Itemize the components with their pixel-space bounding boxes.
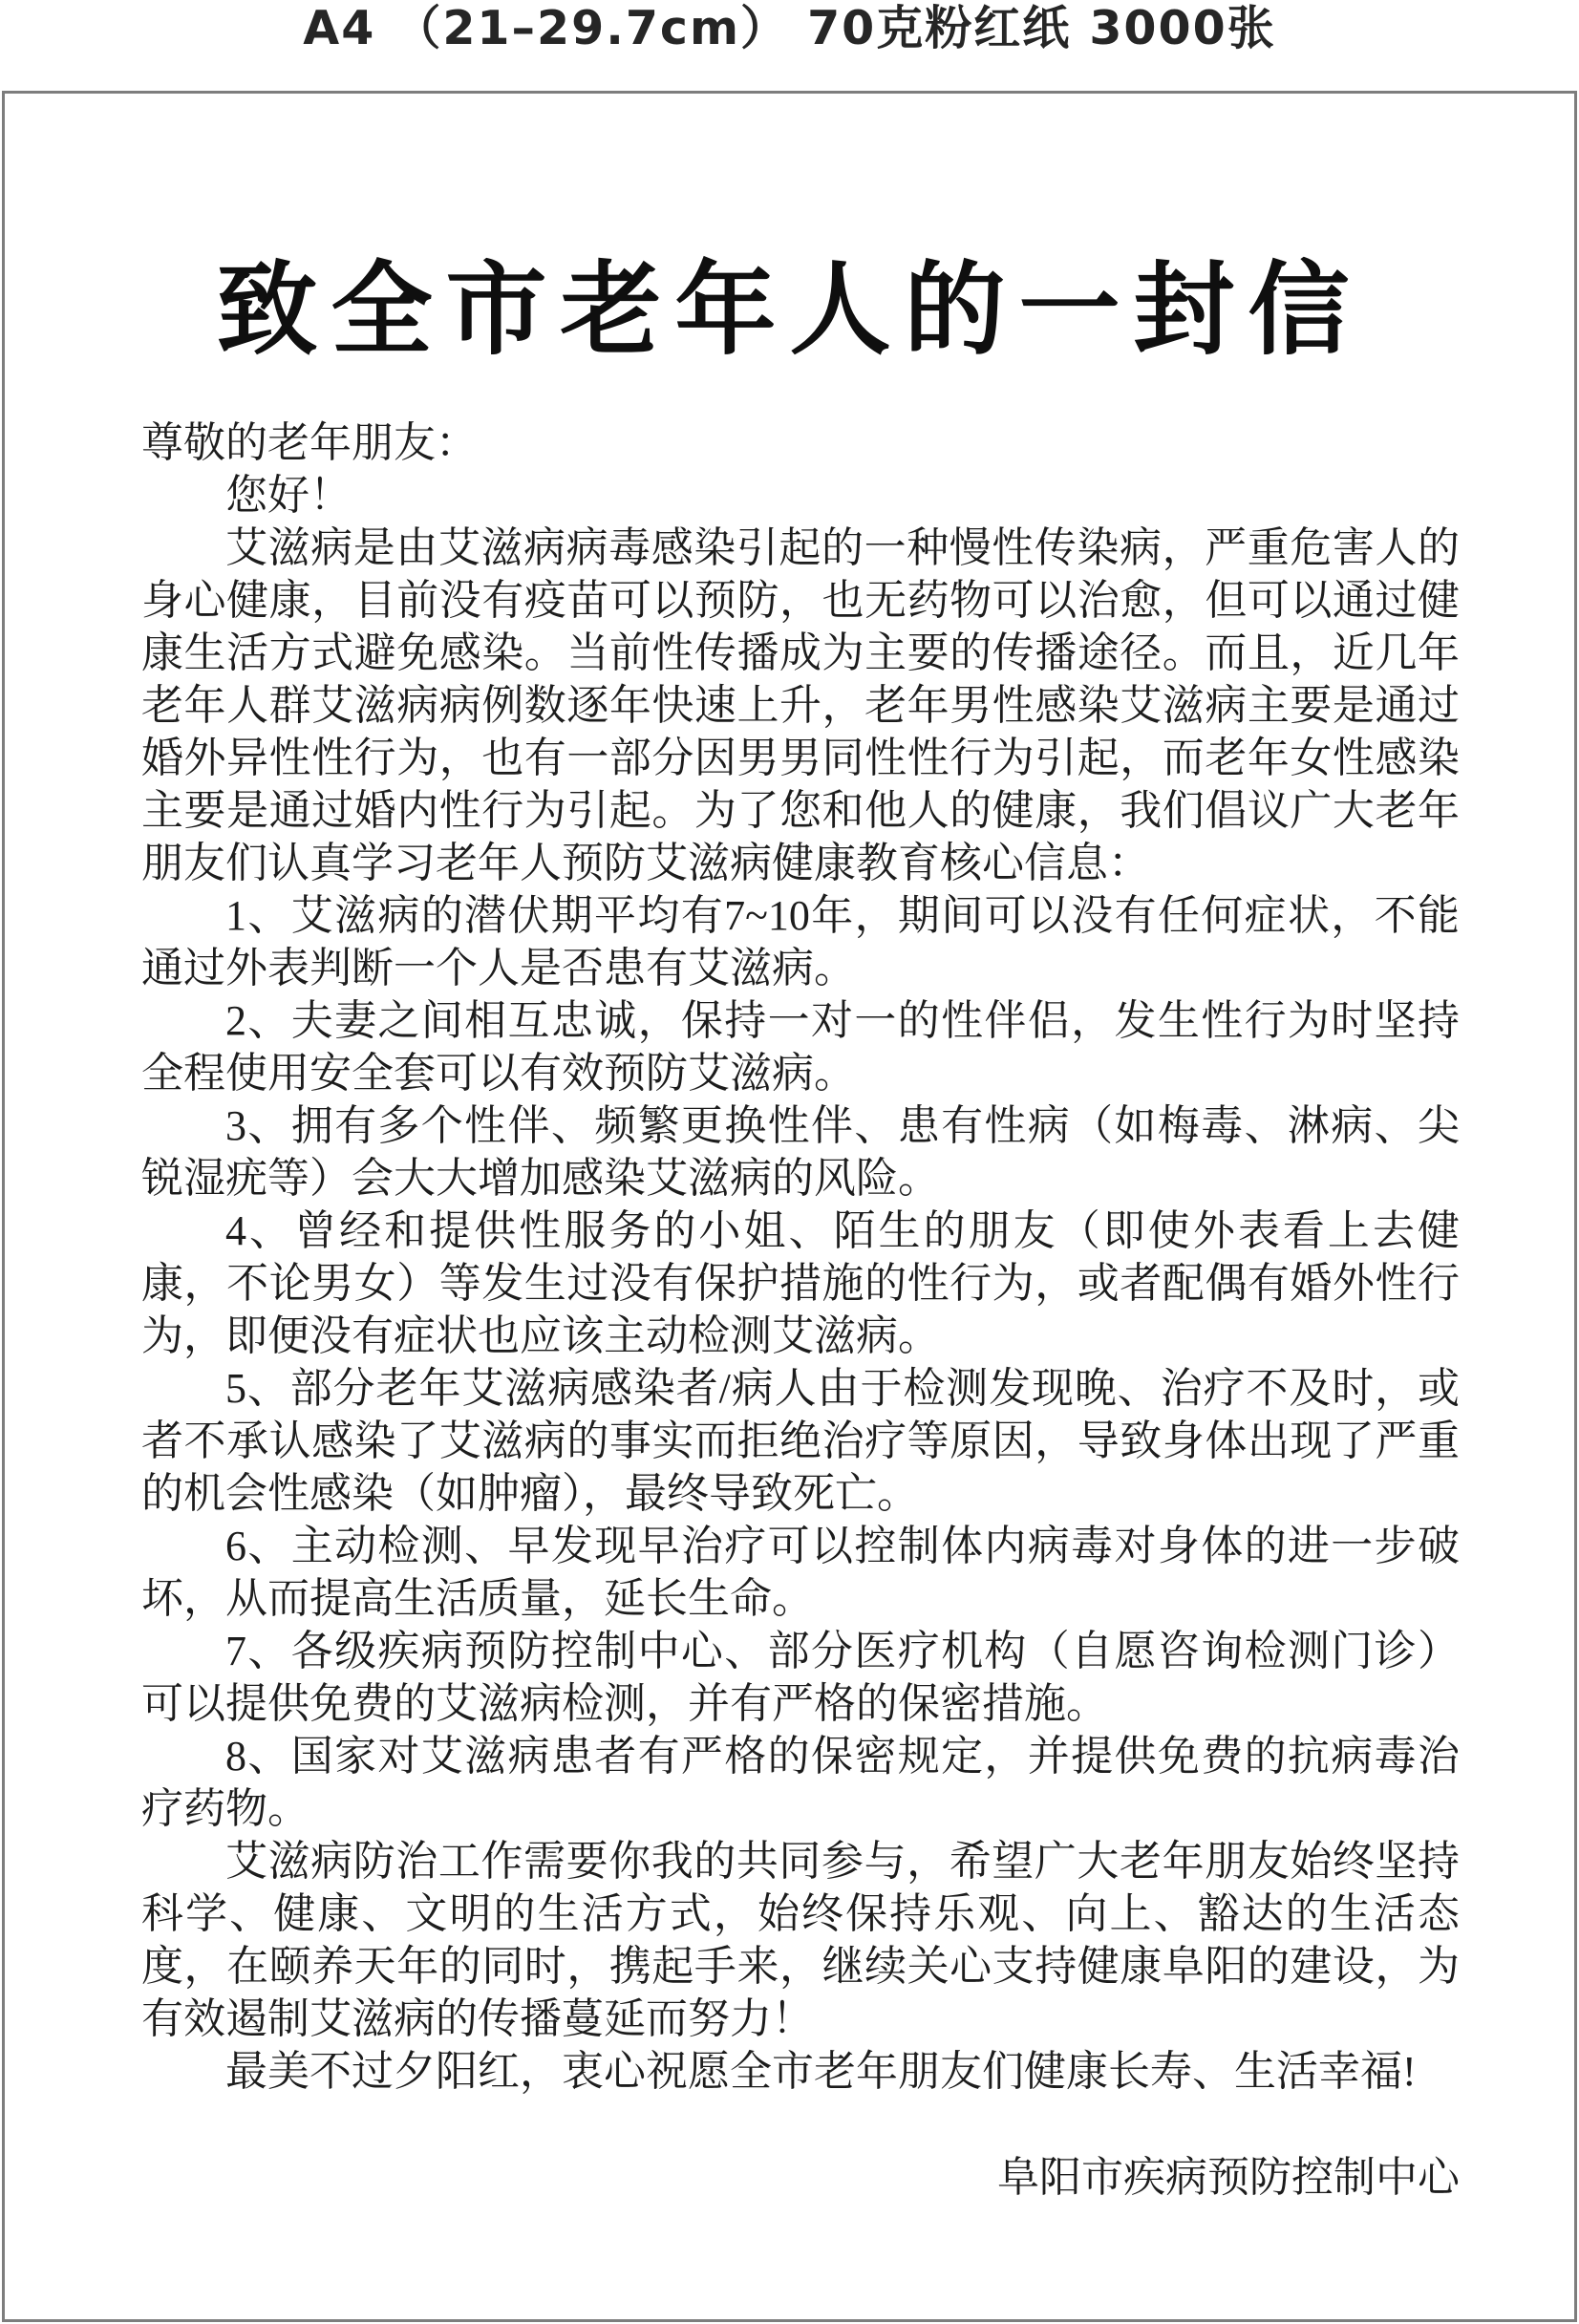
- item-5: 5、部分老年艾滋病感染者/病人由于检测发现晚、治疗不及时，或者不承认感染了艾滋病的事实而拒绝治疗等原因，导致身体出现了严重的机会性感染（如肿瘤），最终导致死亡。: [141, 1365, 1460, 1517]
- signature: 阜阳市疾病预防控制中心: [997, 2154, 1460, 2201]
- item-3: 3、拥有多个性伴、频繁更换性伴、患有性病（如梅毒、淋病、尖锐湿疣等）会大大增加感染艾滋病的风险。: [141, 1102, 1460, 1202]
- item-7: 7、各级疾病预防控制中心、部分医疗机构（自愿咨询检测门诊）可以提供免费的艾滋病检测，并有严格的保密措施。: [141, 1628, 1460, 1727]
- item-4: 4、曾经和提供性服务的小姐、陌生的朋友（即使外表看上去健康，不论男女）等发生过没有保护措施的性行为，或者配偶有婚外性行为，即便没有症状也应该主动检测艾滋病。: [141, 1207, 1460, 1359]
- paragraph-closing-wish: 最美不过夕阳红，衷心祝愿全市老年朋友们健康长寿、生活幸福!: [225, 2048, 1417, 2095]
- letter-title: 致全市老年人的一封信: [216, 251, 1363, 369]
- salutation: 尊敬的老年朋友：: [141, 419, 478, 466]
- item-8: 8、国家对艾滋病患者有严格的保密规定，并提供免费的抗病毒治疗药物。: [141, 1733, 1460, 1832]
- letter-body: [141, 416, 1460, 2204]
- item-2: 2、夫妻之间相互忠诚，保持一对一的性伴侣，发生性行为时坚持全程使用安全套可以有效预防艾滋病。: [141, 997, 1460, 1097]
- letter-page: [2, 91, 1577, 2322]
- paragraph-intro: 艾滋病是由艾滋病病毒感染引起的一种慢性传染病，严重危害人的身心健康，目前没有疫苗可以预防，也无药物可以治愈，但可以通过健康生活方式避免感染。当前性传播成为主要的传播途径。而且，近几年老年人群艾滋病病例数逐年快速上升，老年男性感染艾滋病主要是通过婚外异性性行为，也有一部分因男男同性性行为引起，而老年女性感染主要是通过婚内性行为引起。为了您和他人的健康，我们倡议广大老年朋友们认真学习老年人预防艾滋病健康教育核心信息：: [141, 524, 1460, 886]
- item-1: 1、艾滋病的潜伏期平均有7~10年，期间可以没有任何症状，不能通过外表判断一个人是否患有艾滋病。: [141, 892, 1460, 991]
- print-spec-header: A4 （21–29.7cm） 70克粉红纸 3000张: [303, 1, 1276, 55]
- paragraph-greeting: 您好！: [225, 472, 352, 519]
- item-6: 6、主动检测、早发现早治疗可以控制体内病毒对身体的进一步破坏，从而提高生活质量，延长生命。: [141, 1523, 1460, 1622]
- paragraph-call-to-action: 艾滋病防治工作需要你我的共同参与，希望广大老年朋友始终坚持科学、健康、文明的生活方式，始终保持乐观、向上、豁达的生活态度，在颐养天年的同时，携起手来，继续关心支持健康阜阳的建设，为有效遏制艾滋病的传播蔓延而努力！: [141, 1838, 1460, 2042]
